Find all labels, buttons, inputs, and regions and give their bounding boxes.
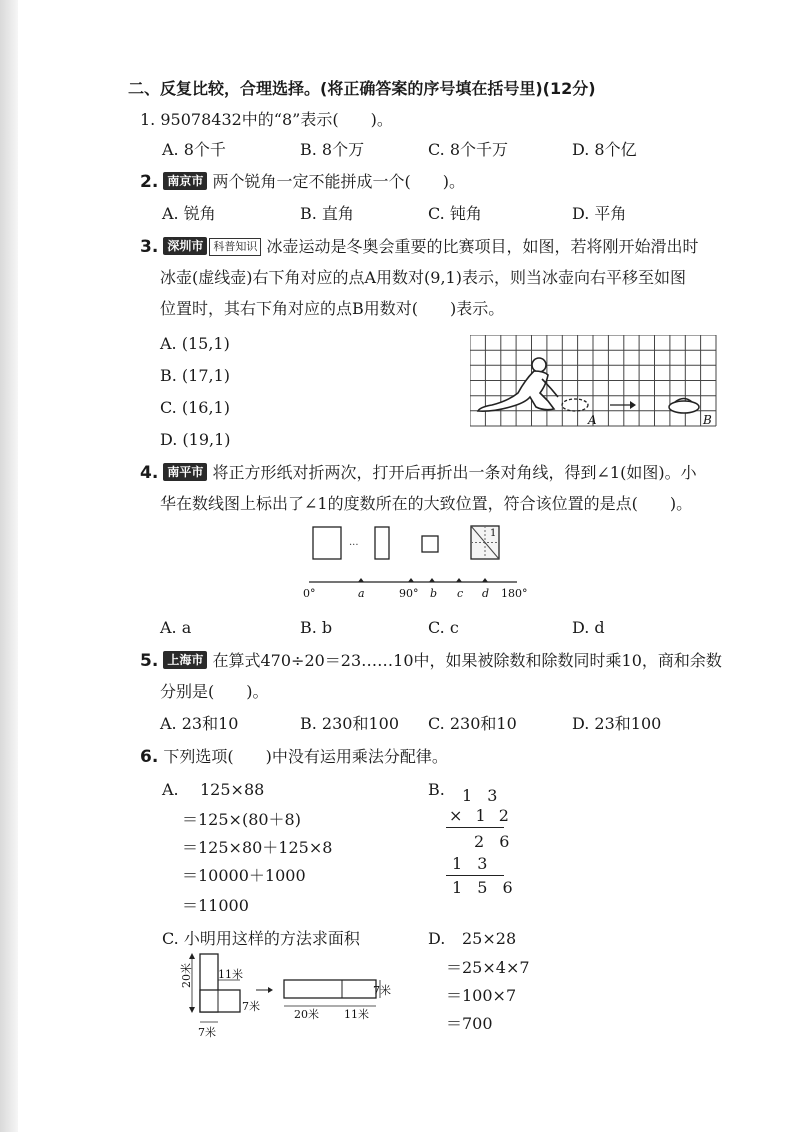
dim-20m-left: 20米	[180, 963, 193, 988]
fold-and-numberline-figure	[295, 522, 535, 604]
ellipsis-dots: ···	[349, 540, 359, 551]
q3-option-c[interactable]: C. (16,1)	[160, 398, 230, 417]
q6-stem	[140, 747, 448, 767]
q4-option-a[interactable]: A. a	[160, 618, 192, 637]
q2-option-a[interactable]: A. 锐角	[162, 204, 216, 223]
full-square	[313, 527, 341, 559]
folded-quarter	[422, 536, 438, 552]
q1-number: 1.	[140, 110, 156, 129]
q3-topic-tag: 科普知识	[209, 238, 261, 256]
q5-option-d[interactable]: D. 23和100	[572, 714, 662, 733]
q6-b-row-1: 1 3	[462, 786, 503, 805]
q2-number: 2.	[140, 172, 159, 192]
point-a-label: A	[588, 413, 597, 427]
area-figure	[168, 950, 408, 1042]
axis-label-d: d	[482, 587, 490, 600]
q6-b-row-3: 2 6	[474, 832, 515, 851]
section-title: 二、反复比较，合理选择。(将正确答案的序号填在括号里)(12分)	[128, 79, 596, 98]
dim-11m-top: 11米	[218, 968, 243, 981]
q2-option-d[interactable]: D. 平角	[572, 204, 627, 223]
q6-a-line-4: ＝10000＋1000	[182, 866, 306, 885]
dim-20m-bottom: 20米	[294, 1008, 319, 1021]
q6-b-rule-1	[446, 827, 504, 828]
q3-option-d[interactable]: D. (19,1)	[160, 430, 231, 449]
q4-stem-line1	[140, 463, 697, 483]
q3-region-tag: 深圳市	[163, 237, 207, 255]
q6-a-line-5: ＝11000	[182, 896, 249, 915]
q6-a-line-1: 125×88	[200, 780, 265, 799]
dim-11m-bottom: 11米	[344, 1008, 369, 1021]
q4-text-2: 华在数线图上标出了∠1的度数所在的大致位置，符合该位置的是点( )。	[160, 494, 693, 513]
q1-option-b[interactable]: B. 8个万	[300, 140, 365, 159]
q5-region-tag: 上海市	[163, 651, 207, 669]
curler-figure	[478, 358, 558, 411]
dim-7m-bottom: 7米	[198, 1026, 216, 1039]
q2-text: 两个锐角一定不能拼成一个( )。	[212, 172, 465, 191]
q5-text-2: 分别是( )。	[160, 682, 269, 701]
page-left-edge	[0, 0, 18, 1132]
folded-half	[375, 527, 389, 559]
solid-stone	[669, 401, 699, 413]
angle-1-label: 1	[490, 528, 497, 539]
q2-option-b[interactable]: B. 直角	[300, 204, 354, 223]
q6-text: 下列选项( )中没有运用乘法分配律。	[163, 747, 448, 766]
q5-number: 5.	[140, 651, 159, 671]
q6-b-rule-2	[446, 875, 504, 876]
q6-number: 6.	[140, 747, 159, 767]
q5-stem-line1	[140, 651, 722, 671]
q6-a-line-2: ＝125×(80＋8)	[182, 810, 301, 829]
axis-label-0: 0°	[303, 587, 316, 600]
q6-b-row-4: 1 3	[452, 854, 493, 873]
q3-number: 3.	[140, 237, 159, 257]
curling-grid-figure	[470, 335, 720, 430]
q3-text-2: 冰壶(虚线壶)右下角对应的点A用数对(9,1)表示，则当冰壶向右平移至如图	[160, 268, 686, 287]
q1-option-c[interactable]: C. 8个千万	[428, 140, 509, 159]
q3-stem-line1	[140, 237, 699, 257]
q4-number: 4.	[140, 463, 159, 483]
q4-region-tag: 南平市	[163, 463, 207, 481]
unfolded-square	[471, 526, 499, 559]
q4-option-b[interactable]: B. b	[300, 618, 333, 637]
q6-d-line-1: 25×28	[462, 929, 517, 948]
dashed-stone	[562, 399, 588, 411]
point-b-label: B	[703, 413, 712, 427]
q1-option-a[interactable]: A. 8个千	[162, 140, 226, 159]
q3-option-a[interactable]: A. (15,1)	[160, 334, 230, 353]
q1-option-d[interactable]: D. 8个亿	[572, 140, 637, 159]
q3-text-1: 冰壶运动是冬奥会重要的比赛项目，如图，若将刚开始滑出时	[266, 237, 699, 256]
axis-label-a: a	[358, 587, 365, 600]
q6-option-c-label[interactable]: C. 小明用这样的方法求面积	[162, 929, 360, 948]
dim-7m-right: 7米	[373, 984, 391, 997]
q4-option-c[interactable]: C. c	[428, 618, 459, 637]
q4-text-1: 将正方形纸对折两次，打开后再折出一条对角线，得到∠1(如图)。小	[212, 463, 697, 482]
q6-b-row-5: 1 5 6	[452, 878, 518, 897]
q5-option-b[interactable]: B. 230和100	[300, 714, 400, 733]
q1-text: 95078432中的“8”表示( )。	[160, 110, 393, 129]
q5-text-1: 在算式470÷20＝23……10中，如果被除数和除数同时乘10，商和余数	[212, 651, 722, 670]
q2-region-tag: 南京市	[163, 172, 207, 190]
q4-option-d[interactable]: D. d	[572, 618, 605, 637]
q6-option-d-label[interactable]: D.	[428, 929, 446, 948]
q1-stem	[140, 110, 393, 130]
q6-d-line-3: ＝100×7	[446, 986, 517, 1005]
q6-b-row-2: × 1 2	[449, 806, 513, 825]
axis-label-b: b	[430, 587, 438, 600]
q5-option-a[interactable]: A. 23和10	[160, 714, 239, 733]
q6-a-line-3: ＝125×80＋125×8	[182, 838, 333, 857]
axis-label-90: 90°	[399, 587, 419, 600]
axis-label-c: c	[457, 587, 464, 600]
q2-stem	[140, 172, 465, 192]
dim-7m-small: 7米	[242, 1000, 260, 1013]
q6-option-a-label[interactable]: A.	[162, 780, 179, 799]
q5-option-c[interactable]: C. 230和10	[428, 714, 517, 733]
q6-d-line-2: ＝25×4×7	[446, 958, 530, 977]
axis-label-180: 180°	[501, 587, 528, 600]
q6-option-b-label[interactable]: B.	[428, 780, 445, 799]
q3-option-b[interactable]: B. (17,1)	[160, 366, 231, 385]
q2-option-c[interactable]: C. 钝角	[428, 204, 482, 223]
q6-d-line-4: ＝700	[446, 1014, 493, 1033]
q3-text-3: 位置时，其右下角对应的点B用数对( )表示。	[160, 299, 505, 318]
